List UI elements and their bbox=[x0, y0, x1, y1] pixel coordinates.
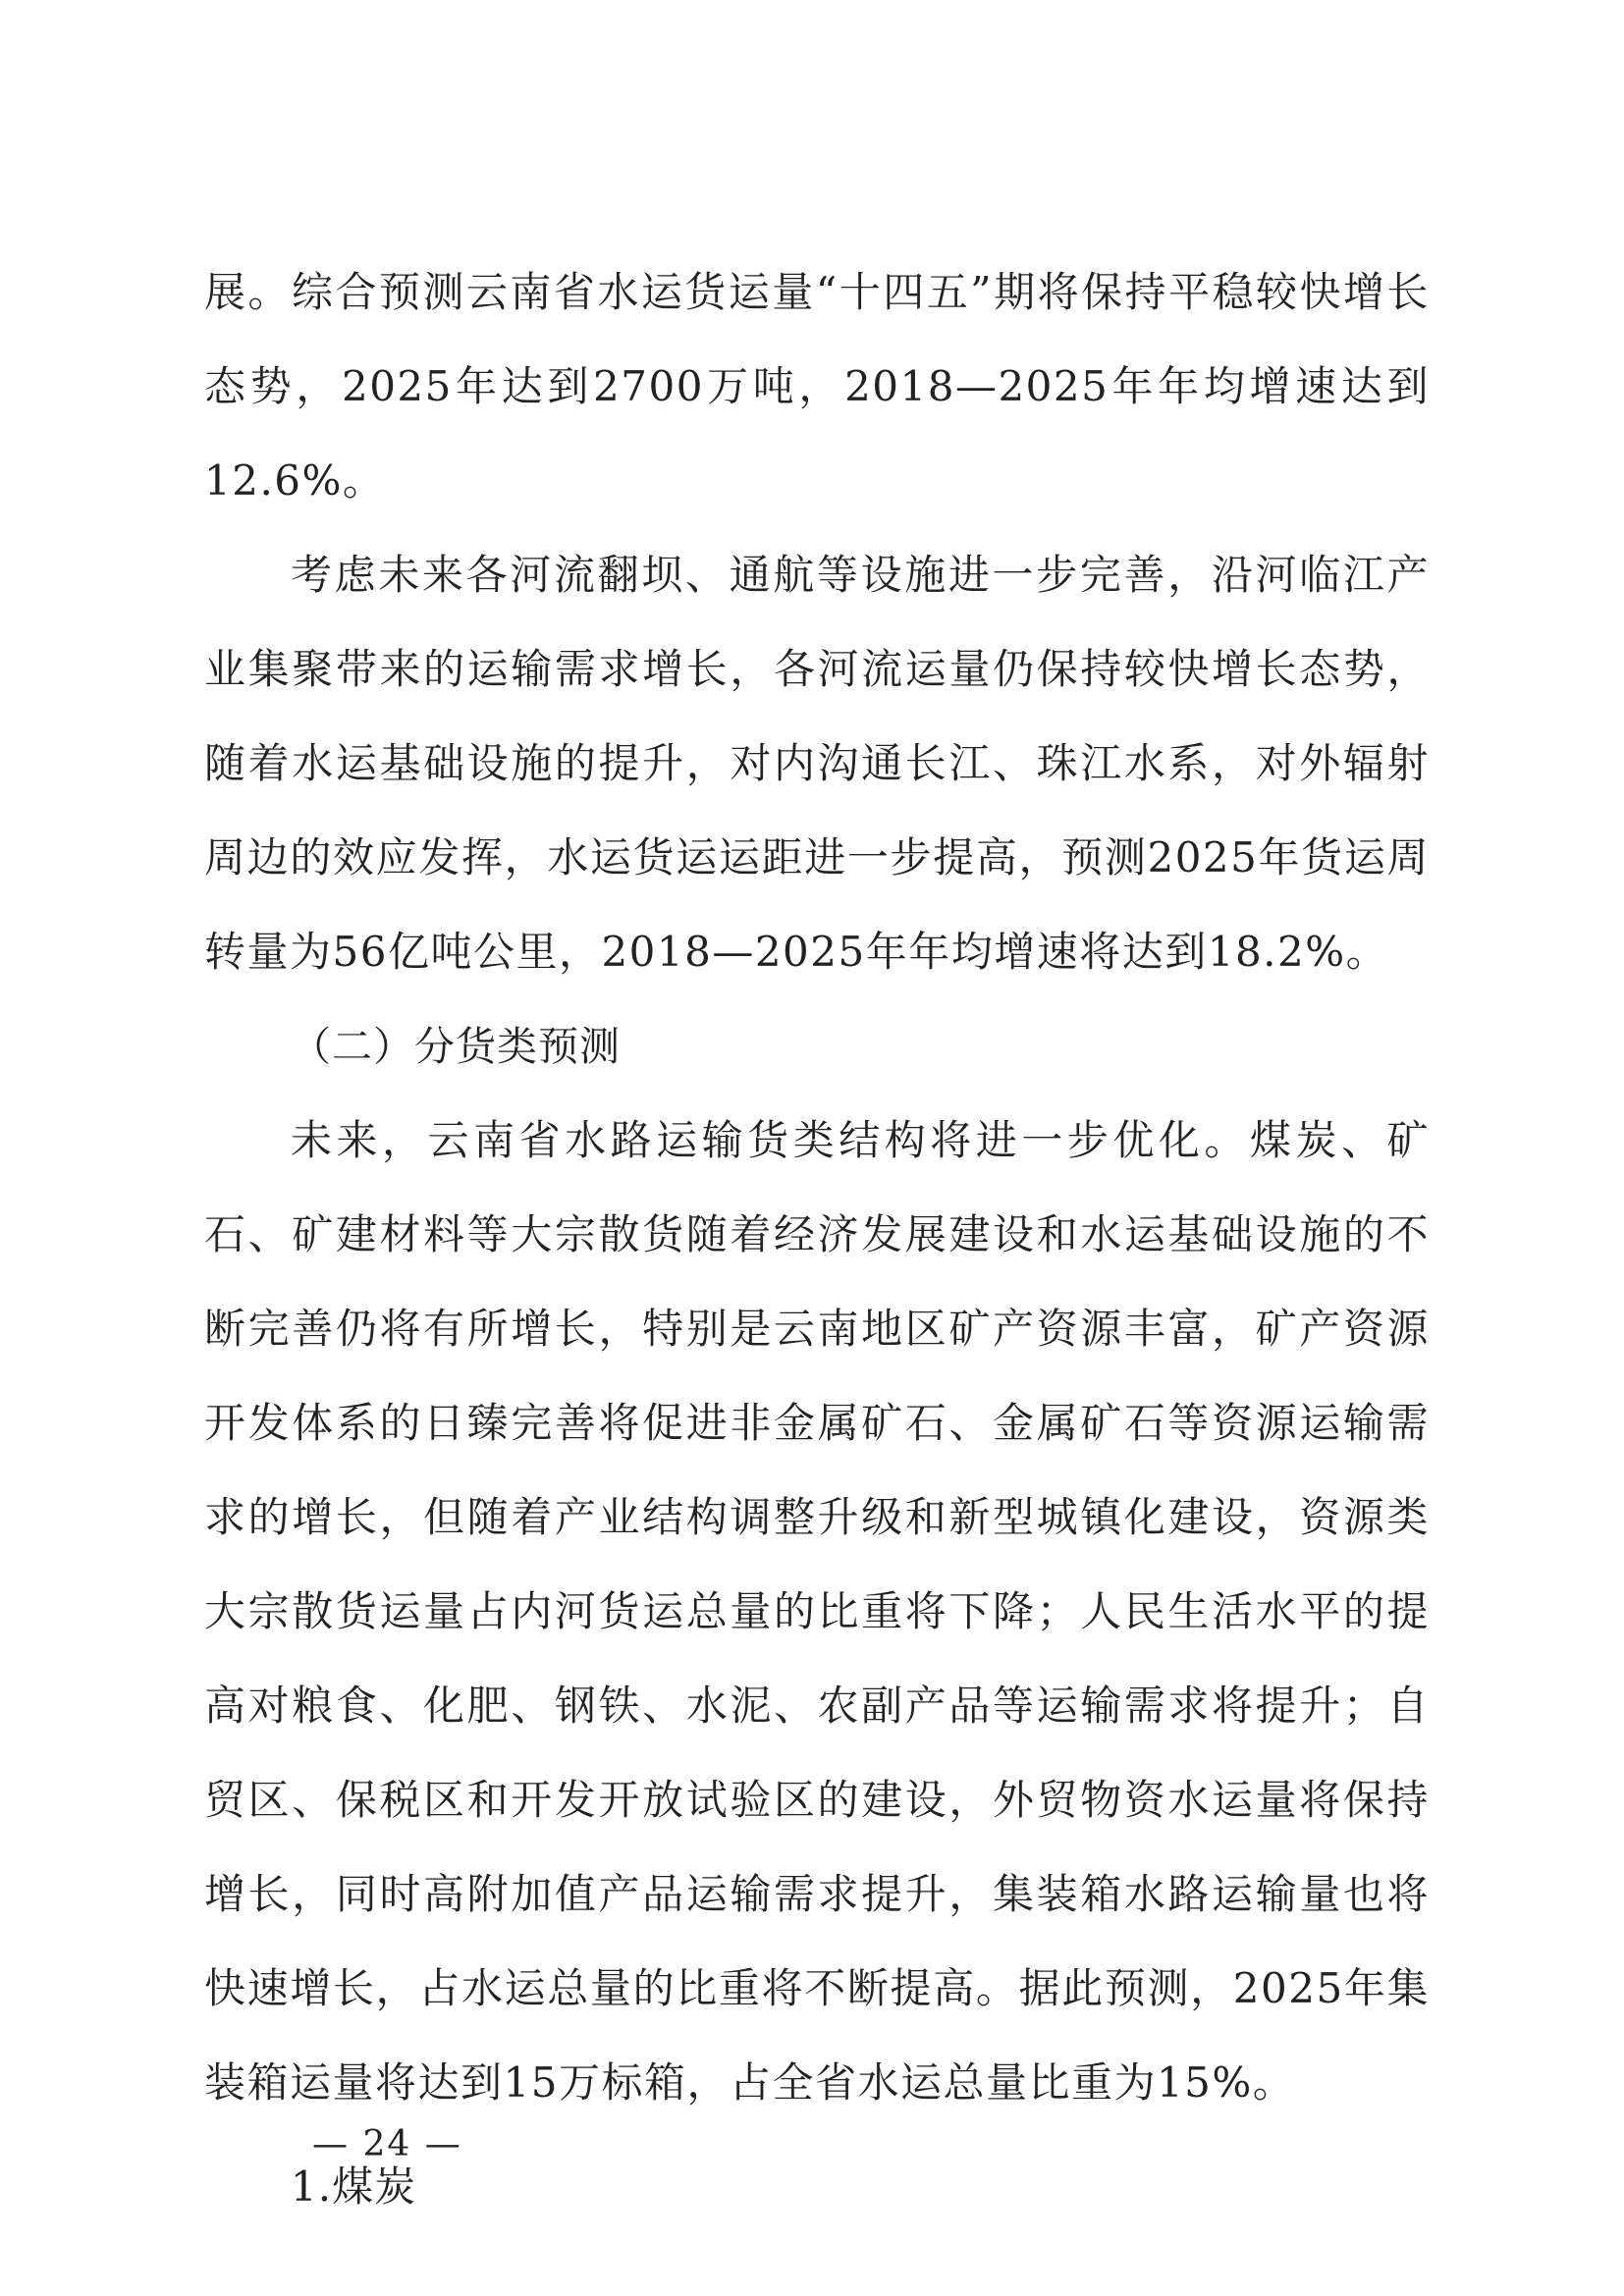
page-number: — 24 — bbox=[312, 2124, 462, 2164]
item-heading-coal: 1.煤炭 bbox=[291, 2163, 417, 2211]
paragraph-continuation: 展。综合预测云南省水运货运量“十四五”期将保持平稳较快增长态势，2025年达到2700万吨，2018—2025年年均增速达到12.6%。 bbox=[204, 268, 1430, 505]
section-heading: （二）分货类预测 bbox=[291, 1023, 621, 1070]
document-body bbox=[204, 245, 1430, 2234]
paragraph-turnover-forecast: 考虑未来各河流翻坝、通航等设施进一步完善，沿河临江产业集聚带来的运输需求增长，各河流运量仍保持较快增长态势，随着水运基础设施的提升，对内沟通长江、珠江水系，对外辐射周边的效应发挥，水运货运运距进一步提高，预测2025年货运周转量为56亿吨公里，2018—2025年年均增速将达到18.2%。 bbox=[204, 551, 1430, 976]
paragraph-cargo-structure: 未来，云南省水路运输货类结构将进一步优化。煤炭、矿石、矿建材料等大宗散货随着经济发展建设和水运基础设施的不断完善仍将有所增长，特别是云南地区矿产资源丰富，矿产资源开发体系的日臻完善将促进非金属矿石、金属矿石等资源运输需求的增长，但随着产业结构调整升级和新型城镇化建设，资源类大宗散货运量占内河货运总量的比重将下降；人民生活水平的提高对粮食、化肥、钢铁、水泥、农副产品等运输需求将提升；自贸区、保税区和开发开放试验区的建设，外贸物资水运量将保持增长，同时高附加值产品运输需求提升，集装箱水路运输量也将快速增长，占水运总量的比重将不断提高。据此预测，2025年集装箱运量将达到15万标箱，占全省水运总量比重为15%。 bbox=[204, 1116, 1430, 2107]
